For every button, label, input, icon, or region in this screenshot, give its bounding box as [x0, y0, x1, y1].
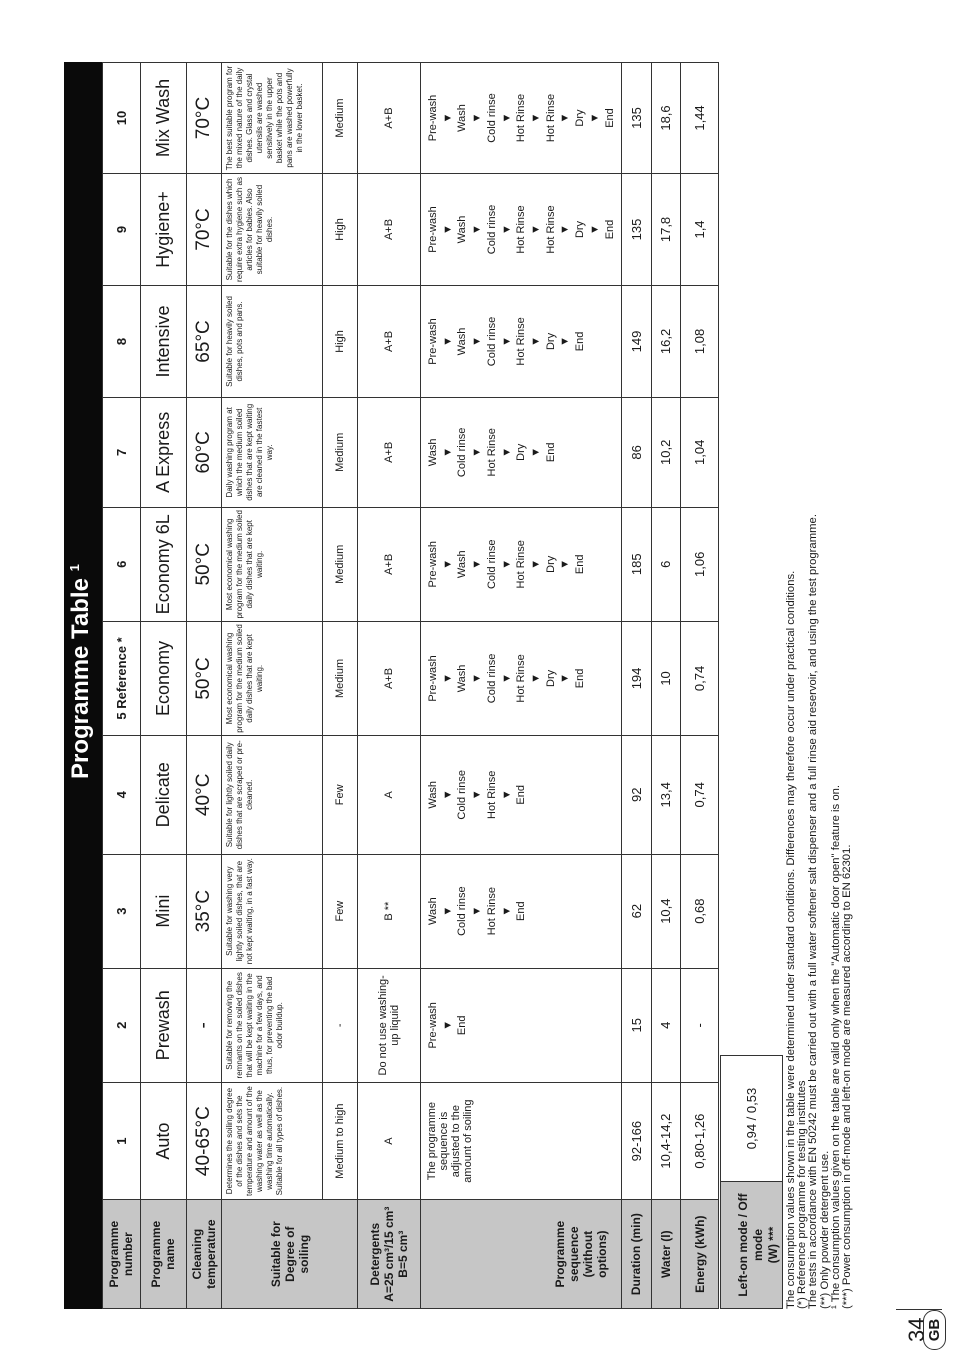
title-bar: [64, 62, 102, 1309]
sequence-step: Cold rinse: [456, 427, 469, 478]
duration-cell: 86: [622, 397, 652, 507]
sequence-step: Pre-wash: [427, 1002, 440, 1049]
energy-cell: 1,06: [681, 507, 719, 621]
duration-cell: 15: [622, 968, 652, 1082]
footnote: (**) Only powder detergent use.: [818, 1150, 831, 1309]
footnote: (*) Reference programme for testing institutes: [796, 1080, 809, 1309]
sequence-step: Dry: [574, 220, 587, 239]
detergent-cell: A+B: [357, 174, 420, 286]
sequence-step: Dry: [544, 669, 557, 687]
sequence-step: Dry: [574, 109, 587, 127]
energy-cell: 0,80-1,26: [681, 1082, 719, 1199]
footnote: The tests in accordance with EN 50242 must be carried out with a full water softener salt dispenser and a full rinse aid reservoir, and using the test programme.: [807, 514, 820, 1309]
sequence-step: Hot Rinse: [544, 205, 557, 254]
water-cell: 18,6: [651, 63, 681, 174]
sequence-step: ▼: [500, 789, 513, 801]
sequence-step: Pre-wash: [427, 318, 440, 365]
sequence-step: sequence is: [438, 1111, 451, 1171]
sequence-step: Hot Rinse: [515, 317, 528, 366]
sequence-cell: [421, 174, 622, 286]
page-number: 34: [904, 1317, 929, 1342]
water-cell: 16,2: [651, 285, 681, 397]
sequence-step: ▼: [529, 336, 542, 347]
programme-name-cell: Economy 6L: [140, 507, 186, 621]
duration-cell: 92-166: [622, 1082, 652, 1199]
sequence-step: Hot Rinse: [485, 887, 498, 936]
footnote: (***) Power consumption in off-mode and left-on mode are measured according to EN 62301.: [841, 844, 854, 1309]
soiling-degree-cell: Medium: [323, 507, 358, 621]
sequence-cell: [421, 507, 622, 621]
suitability-cell: Suitable for heavily soiled dishes, pots and pans.: [222, 285, 323, 397]
sequence-cell: [421, 63, 622, 174]
sequence-step: ▼: [500, 336, 513, 347]
sequence-step: adjusted to the: [450, 1105, 463, 1178]
row-header: Duration (min): [622, 1200, 652, 1309]
water-cell: 10: [651, 621, 681, 735]
water-cell: 10,2: [651, 397, 681, 507]
row-header: Programme number: [103, 1200, 141, 1309]
sequence-step: End: [544, 442, 557, 463]
sequence-step: Cold rinse: [456, 770, 469, 820]
detergent-cell: A+B: [357, 621, 420, 735]
sequence-step: Cold rinse: [485, 539, 498, 590]
soiling-degree-cell: High: [323, 174, 358, 286]
left-on-mode-value: 0,94 / 0,53: [744, 1087, 759, 1150]
sequence-step: Hot Rinse: [485, 770, 498, 819]
duration-cell: 135: [622, 174, 652, 286]
sequence-step: ▼: [500, 112, 513, 124]
programme-number-cell: 9: [103, 174, 141, 286]
temperature-cell: 70°C: [186, 63, 222, 174]
energy-cell: 1,04: [681, 397, 719, 507]
table-row: [222, 63, 323, 1309]
sequence-step: End: [603, 219, 616, 240]
energy-cell: 1,4: [681, 174, 719, 286]
energy-cell: 1,08: [681, 285, 719, 397]
sequence-step: Wash: [456, 215, 469, 244]
sequence-step: ▼: [559, 558, 572, 570]
sequence-step: Wash: [456, 327, 469, 356]
programme-name-cell: Mini: [140, 854, 186, 968]
suitability-cell: Suitable for removing the remnants on the soiled dishes that will be kept waiting in the machine for a few days, and thus, for preventing the bad odor buildup.: [222, 968, 323, 1082]
sequence-step: Wash: [427, 897, 440, 925]
sequence-step: Cold rinse: [485, 653, 498, 704]
row-header: Detergents A=25 cm³/15 cm³ B=5 cm³: [357, 1200, 420, 1309]
temperature-cell: 60°C: [186, 397, 222, 507]
sequence-step: Cold rinse: [456, 886, 469, 936]
water-cell: 13,4: [651, 736, 681, 855]
sequence-step: Hot Rinse: [515, 205, 528, 254]
programme-name-cell: Prewash: [140, 968, 186, 1082]
suitability-cell: Suitable for washing very lightly soiled dishes, that are not kept waiting, in a fast way.: [222, 854, 323, 968]
sequence-step: Hot Rinse: [515, 540, 528, 589]
programme-number-cell: 6: [103, 507, 141, 621]
duration-cell: 185: [622, 507, 652, 621]
sequence-step: Cold rinse: [485, 204, 498, 255]
water-cell: 6: [651, 507, 681, 621]
programme-number-cell: 2: [103, 968, 141, 1082]
detergent-cell: B **: [357, 854, 420, 968]
sequence-step: ▼: [471, 789, 484, 801]
sequence-cell: [421, 397, 622, 507]
table-row: [140, 63, 186, 1309]
temperature-cell: 50°C: [186, 507, 222, 621]
page-title: Programme Table $^1$: [67, 564, 94, 779]
sequence-step: ▼: [471, 905, 484, 917]
sequence-step: ▼: [529, 673, 542, 684]
sequence-step: Pre-wash: [427, 206, 440, 253]
suitability-cell: Daily washing program at which the medium soiled dishes that are kept waiting are cleaned in the fastest way.: [222, 397, 323, 507]
programme-name-cell: Auto: [140, 1082, 186, 1199]
table-row: [103, 63, 141, 1309]
sequence-step: Hot Rinse: [544, 93, 557, 143]
energy-cell: 1,44: [681, 63, 719, 174]
sequence-step: ▼: [529, 224, 542, 235]
duration-cell: 62: [622, 854, 652, 968]
suitability-cell: Most economical washing program for the medium soiled daily dishes that are kept waiting.: [222, 621, 323, 735]
temperature-cell: -: [186, 968, 222, 1082]
temperature-cell: 65°C: [186, 285, 222, 397]
page-marker: [894, 1274, 954, 1354]
sequence-step: ▼: [588, 224, 601, 235]
duration-cell: 135: [622, 63, 652, 174]
sequence-step: ▼: [588, 112, 601, 124]
sequence-step: ▼: [441, 673, 454, 684]
sequence-step: Wash: [456, 104, 469, 132]
table-row: [421, 63, 622, 1309]
programme-number-cell: 5 Reference *: [103, 621, 141, 735]
detergent-cell: A+B: [357, 285, 420, 397]
programme-number-cell: 3: [103, 854, 141, 968]
table-row: [323, 63, 358, 1309]
sequence-step: End: [515, 901, 528, 921]
detergent-cell: A: [357, 1082, 420, 1199]
energy-cell: 0,74: [681, 621, 719, 735]
sequence-step: End: [574, 668, 587, 689]
detergent-cell: A+B: [357, 507, 420, 621]
sequence-step: End: [603, 108, 616, 128]
table-row: [651, 63, 681, 1309]
water-cell: 4: [651, 968, 681, 1082]
sequence-step: ▼: [500, 673, 513, 684]
energy-cell: -: [681, 968, 719, 1082]
detergent-cell: A+B: [357, 63, 420, 174]
programme-name-cell: Economy: [140, 621, 186, 735]
sequence-step: ▼: [441, 446, 454, 458]
water-cell: 10,4: [651, 854, 681, 968]
sequence-step: ▼: [441, 558, 454, 570]
sequence-cell: [421, 285, 622, 397]
temperature-cell: 40°C: [186, 736, 222, 855]
programme-name-cell: A Express: [140, 397, 186, 507]
water-cell: 17,8: [651, 174, 681, 286]
suitability-cell: Determines the soiling degree of the dishes and sets the temperature and amount of the washing water as well as the washing time automatically. Suitable for all types of dishes.: [222, 1082, 323, 1199]
programme-number-cell: 7: [103, 397, 141, 507]
programme-table-frame: [64, 62, 719, 1309]
temperature-cell: 50°C: [186, 621, 222, 735]
sequence-step: ▼: [471, 446, 484, 458]
programme-name-cell: Mix Wash: [140, 63, 186, 174]
sequence-step: ▼: [529, 558, 542, 570]
sequence-step: ▼: [441, 112, 454, 124]
sequence-step: Pre-wash: [427, 655, 440, 702]
programme-number-cell: 4: [103, 736, 141, 855]
sequence-step: ▼: [471, 224, 484, 235]
sequence-cell: [421, 1082, 622, 1199]
sequence-step: ▼: [529, 446, 542, 458]
sequence-cell: [421, 621, 622, 735]
detergent-cell: Do not use washing-up liquid: [357, 968, 420, 1082]
suitability-cell: Suitable for the dishes which require extra hygiene such as articles for babies. Also suitable for heavily soiled dishes.: [222, 174, 323, 286]
sequence-step: ▼: [441, 224, 454, 235]
soiling-degree-cell: Few: [323, 736, 358, 855]
programme-name-cell: Delicate: [140, 736, 186, 855]
soiling-degree-cell: High: [323, 285, 358, 397]
table-row: [357, 63, 420, 1309]
temperature-cell: 70°C: [186, 174, 222, 286]
sequence-cell: [421, 736, 622, 855]
detergent-cell: A: [357, 736, 420, 855]
temperature-cell: 35°C: [186, 854, 222, 968]
sequence-step: ▼: [471, 336, 484, 347]
soiling-degree-cell: -: [323, 968, 358, 1082]
programme-number-cell: 1: [103, 1082, 141, 1199]
programme-number-cell: 10: [103, 63, 141, 174]
sequence-step: Pre-wash: [427, 94, 440, 142]
language-badge: GB: [923, 1310, 946, 1350]
footnotes: [786, 209, 853, 1309]
footnote: The consumption values shown in the table were determined under standard conditions. Differences may therefore occur under practical conditions.: [785, 570, 797, 1309]
sequence-step: Cold rinse: [485, 93, 498, 143]
sequence-step: ▼: [500, 905, 513, 917]
suitability-cell: Suitable for lightly soiled daily dishes that are scraped or pre-cleaned.: [222, 736, 323, 855]
sequence-step: Wash: [427, 780, 440, 809]
soiling-degree-cell: Medium: [323, 63, 358, 174]
table-row: [186, 63, 222, 1309]
soiling-degree-cell: Few: [323, 854, 358, 968]
left-on-mode-box: [720, 1055, 783, 1309]
sequence-step: End: [515, 785, 528, 805]
row-header: Suitable for Degree of soiling: [222, 1200, 358, 1309]
sequence-step: Dry: [544, 332, 557, 351]
sequence-step: ▼: [441, 789, 454, 801]
soiling-degree-cell: Medium: [323, 621, 358, 735]
energy-cell: 0,68: [681, 854, 719, 968]
sequence-step: End: [456, 1015, 469, 1036]
row-header: Cleaning temperature: [186, 1200, 222, 1309]
duration-cell: 92: [622, 736, 652, 855]
sequence-step: ▼: [500, 224, 513, 235]
sequence-step: ▼: [500, 446, 513, 458]
sequence-step: Wash: [456, 550, 469, 579]
sequence-step: The programme: [426, 1101, 439, 1181]
sequence-step: ▼: [441, 336, 454, 347]
sequence-step: ▼: [471, 558, 484, 570]
programme-table: [102, 62, 719, 1309]
duration-cell: 194: [622, 621, 652, 735]
sequence-step: End: [574, 554, 587, 575]
sequence-step: Cold rinse: [485, 316, 498, 367]
programme-name-cell: Intensive: [140, 285, 186, 397]
suitability-cell: Most economical washing program for the medium soiled daily dishes that are kept waiting.: [222, 507, 323, 621]
sequence-step: ▼: [441, 905, 454, 917]
sequence-cell: [421, 968, 622, 1082]
row-header: Programme sequence (without options): [421, 1200, 622, 1309]
sequence-step: ▼: [471, 112, 484, 124]
sequence-step: Pre-wash: [427, 541, 440, 588]
row-header: Programme name: [140, 1200, 186, 1309]
sequence-step: amount of soiling: [462, 1099, 475, 1183]
sequence-step: ▼: [559, 224, 572, 235]
suitability-cell: The best suitable program for the mixed nature of the daily dishes. Glass and crystal utensils are washed sensitively in the upper basket while the pots and pans are washed powerfully in the lower basket.: [222, 63, 323, 174]
sequence-step: Wash: [456, 664, 469, 693]
left-on-mode-label: Left-on mode / Off mode (W) ***: [721, 1181, 782, 1308]
programme-number-cell: 8: [103, 285, 141, 397]
sequence-step: ▼: [500, 558, 513, 570]
sequence-step: ▼: [559, 673, 572, 684]
sequence-step: Hot Rinse: [515, 654, 528, 703]
detergent-cell: A+B: [357, 397, 420, 507]
table-row: [622, 63, 652, 1309]
sequence-step: End: [574, 331, 587, 352]
water-cell: 10,4-14,2: [651, 1082, 681, 1199]
row-header: Energy (kWh): [681, 1200, 719, 1309]
sequence-step: Wash: [427, 438, 440, 467]
title-footnote-marker: 1: [67, 564, 82, 572]
sequence-cell: [421, 854, 622, 968]
programme-name-cell: Hygiene+: [140, 174, 186, 286]
energy-cell: 0,74: [681, 736, 719, 855]
temperature-cell: 40-65°C: [186, 1082, 222, 1199]
soiling-degree-cell: Medium to high: [323, 1082, 358, 1199]
sequence-step: ▼: [441, 1019, 454, 1031]
table-row: [681, 63, 719, 1309]
sequence-step: Dry: [544, 555, 557, 573]
sequence-step: ▼: [471, 673, 484, 684]
sequence-step: ▼: [559, 112, 572, 124]
sequence-step: Hot Rinse: [515, 93, 528, 143]
row-header: Water (l): [651, 1200, 681, 1309]
duration-cell: 149: [622, 285, 652, 397]
sequence-step: ▼: [559, 336, 572, 347]
sequence-step: Dry: [515, 443, 528, 461]
soiling-degree-cell: Medium: [323, 397, 358, 507]
sequence-step: Hot Rinse: [485, 428, 498, 477]
footnote: ¹ The consumption values given on the table are valid only when the "Automatic door open" feature is on.: [829, 784, 842, 1309]
sequence-step: ▼: [529, 112, 542, 124]
